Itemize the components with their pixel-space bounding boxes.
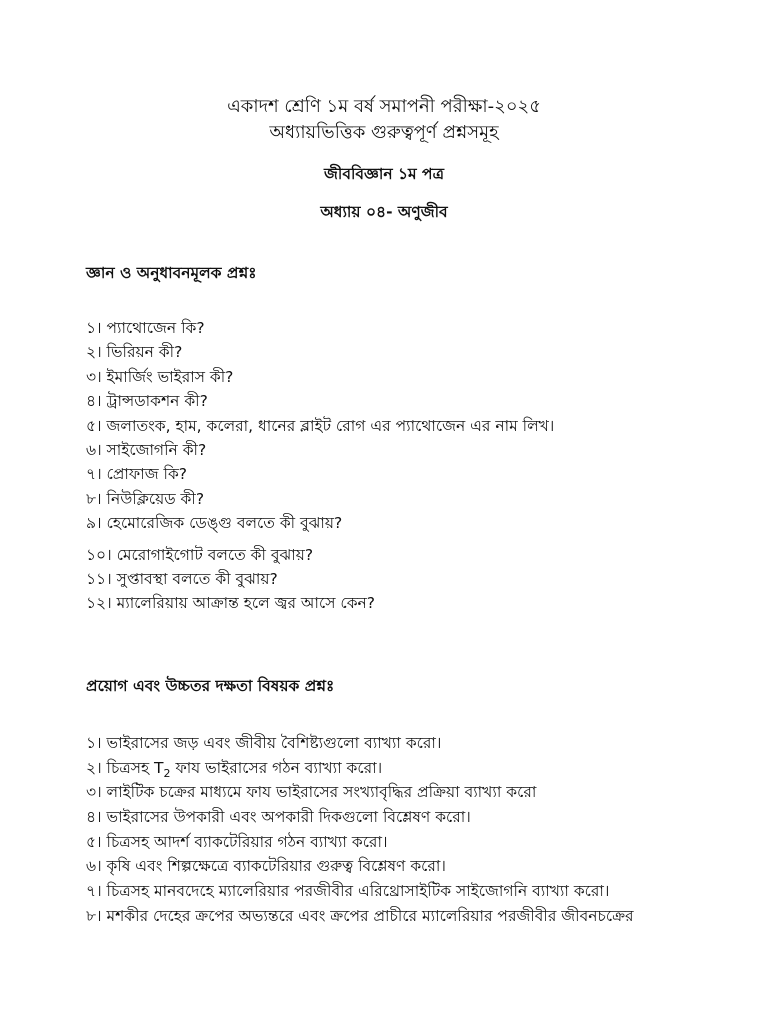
exam-subtitle: অধ্যায়ভিত্তিক গুরুত্বপূর্ণ প্রশ্নসমূহ: [269, 122, 499, 143]
list-item: ৩। লাইটিক চক্রের মাধ্যমে ফায ভাইরাসের সংখ্যাবৃদ্ধির প্রক্রিয়া ব্যাখ্যা করো: [86, 783, 537, 802]
list-item: ১। প্যাথোজেন কি?: [86, 319, 205, 337]
section-application-title: প্রয়োগ এবং উচ্চতর দক্ষতা বিষয়ক প্রশ্নঃ: [86, 677, 335, 695]
list-item: ৪। ভাইরাসের উপকারী এবং অপকারী দিকগুলো বিশ্লেষণ করো।: [86, 808, 471, 827]
list-item-text: ফায ভাইরাসের গঠন ব্যাখ্যা করো।: [170, 758, 383, 777]
list-item: ৯। হেমোরেজিক ডেঙ্গু বলতে কী বুঝায়?: [86, 514, 343, 533]
section-knowledge-title: জ্ঞান ও অনুধাবনমূলক প্রশ্নঃ: [86, 264, 257, 282]
list-item: ১২। ম্যালেরিয়ায় আক্রান্ত হলে জ্বর আসে কেন?: [86, 594, 376, 613]
list-item: ৫। চিত্রসহ আদর্শ ব্যাকটেরিয়ার গঠন ব্যাখ্যা করো।: [86, 832, 388, 851]
list-item: ৭। চিত্রসহ মানবদেহে ম্যালেরিয়ার পরজীবীর এরিথ্রোসাইটিক সাইজোগনি ব্যাখ্যা করো।: [86, 882, 610, 901]
list-item: ৬। সাইজোগনি কী?: [86, 440, 207, 459]
subscript: 2: [163, 766, 171, 780]
list-item: [86, 756, 634, 781]
knowledge-question-list: [86, 316, 554, 616]
list-item: ৮। মশকীর দেহের ক্রপের অভ্যন্তরে এবং ক্রপের প্রাচীরে ম্যালেরিয়ার পরজীবীর জীবনচক্রের: [86, 906, 634, 925]
application-question-list: [86, 731, 634, 929]
chapter-title: অধ্যায় ০৪- অণুজীব: [320, 203, 448, 221]
list-item: ৭। প্রোফাজ কি?: [86, 465, 188, 484]
list-item: ১০। মেরোগাইগোট বলতে কী বুঝায়?: [86, 545, 314, 564]
list-item: ৫। জলাতংক, হাম, কলেরা, ধানের ব্লাইট রোগ এর প্যাথোজেন এর নাম লিখ।: [86, 416, 555, 435]
list-item: ৬। কৃষি এবং শিল্পক্ষেত্রে ব্যাকটেরিয়ার গুরুত্ব বিশ্লেষণ করো।: [86, 857, 446, 876]
list-item: ১। ভাইরাসের জড় এবং জীবীয় বৈশিষ্ট্যগুলো ব্যাখ্যা করো।: [86, 734, 442, 752]
list-item: ৪। ট্রান্সডাকশন কী?: [86, 392, 208, 411]
list-item: ৩। ইমার্জিং ভাইরাস কী?: [86, 367, 234, 386]
subject-title: জীববিজ্ঞান ১ম পত্র: [324, 165, 444, 183]
list-item-text: ২। চিত্রসহ T: [86, 758, 164, 777]
exam-title: একাদশ শ্রেণি ১ম বর্ষ সমাপনী পরীক্ষা-২০২৫: [227, 96, 541, 117]
list-item: ২। ভিরিয়ন কী?: [86, 343, 183, 362]
document-header: [0, 94, 768, 146]
list-item: ৮। নিউক্লিয়েড কী?: [86, 489, 205, 508]
list-item: ১১। সুপ্তাবস্থা বলতে কী বুঝায়?: [86, 569, 278, 588]
